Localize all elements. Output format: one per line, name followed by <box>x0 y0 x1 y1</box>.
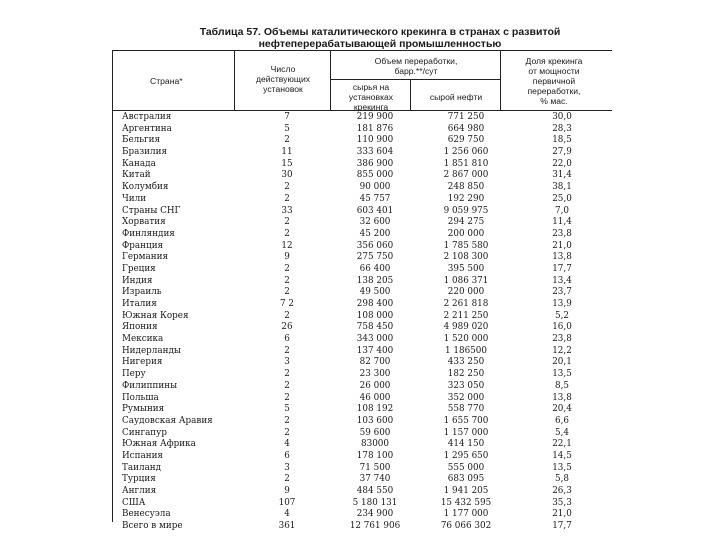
table-row <box>112 276 612 288</box>
feed-capacity-cell: 103 600 <box>356 415 394 426</box>
cracking-share-cell: 6,6 <box>555 415 569 426</box>
units-cell: 9 <box>284 486 290 496</box>
country-cell: Германия <box>122 252 169 263</box>
units-cell: 3 <box>284 357 290 368</box>
header-share-line: % мас. <box>540 96 568 106</box>
crude-capacity-cell: 1 851 810 <box>443 158 489 169</box>
header-crude: сырой нефти <box>429 92 483 102</box>
header-divider-2 <box>330 50 331 110</box>
cracking-share-cell: 13,8 <box>552 252 572 263</box>
header-capacity-line: барр.**/сут <box>394 66 438 76</box>
cracking-share-cell: 13,8 <box>552 392 572 403</box>
feed-capacity-cell: 83000 <box>361 439 389 450</box>
table-row <box>112 486 612 498</box>
cracking-share-cell: 17,7 <box>552 521 572 532</box>
units-cell: 2 <box>284 427 290 438</box>
crude-capacity-cell: 192 290 <box>447 193 485 204</box>
crude-capacity-cell: 220 000 <box>447 287 485 298</box>
cracking-share-cell: 11,4 <box>552 217 572 228</box>
crude-capacity-cell: 1 157 000 <box>443 427 489 438</box>
table-row <box>112 124 612 136</box>
crude-capacity-cell: 558 770 <box>447 404 485 415</box>
units-cell: 12 <box>281 240 293 251</box>
crude-capacity-cell: 323 050 <box>447 380 485 391</box>
crude-capacity-cell: 15 432 595 <box>440 497 492 508</box>
units-cell: 2 <box>284 135 290 146</box>
units-cell: 7 <box>284 112 290 122</box>
crude-capacity-cell: 352 000 <box>447 392 485 403</box>
country-cell: Страны СНГ <box>122 205 181 216</box>
table-row <box>112 264 612 276</box>
units-cell: 26 <box>281 322 293 333</box>
units-cell: 107 <box>278 497 296 508</box>
table-row <box>112 147 612 159</box>
header-capacity-line: Объем переработки, <box>374 56 458 66</box>
feed-capacity-cell: 181 876 <box>356 123 394 134</box>
units-cell: 9 <box>284 252 290 263</box>
crude-capacity-cell: 2 211 250 <box>443 310 489 321</box>
table-row <box>112 299 612 311</box>
crude-capacity-cell: 1 655 700 <box>443 415 489 426</box>
cracking-share-cell: 13,4 <box>552 275 572 286</box>
units-cell: 2 <box>284 182 290 193</box>
header-share-line: Доля крекинга <box>525 56 583 66</box>
crude-capacity-cell: 433 250 <box>447 357 485 368</box>
feed-capacity-cell: 343 000 <box>356 334 394 345</box>
country-cell: Всего в мире <box>122 521 183 532</box>
feed-capacity-cell: 82 700 <box>359 357 391 368</box>
feed-capacity-cell: 12 761 906 <box>349 521 401 532</box>
country-cell: Нигерия <box>122 357 163 368</box>
country-cell: Сингапур <box>122 427 167 438</box>
country-cell: Испания <box>122 450 163 461</box>
feed-capacity-cell: 234 900 <box>356 509 394 520</box>
table-row <box>112 322 612 334</box>
crude-capacity-cell: 1 186500 <box>445 345 487 356</box>
feed-capacity-cell: 356 060 <box>356 240 394 251</box>
country-cell: Венесуэла <box>122 509 171 520</box>
cracking-share-cell: 18,5 <box>552 135 572 146</box>
crude-capacity-cell: 2 108 300 <box>443 252 489 263</box>
cracking-share-cell: 30,0 <box>552 112 572 122</box>
table-row <box>112 241 612 253</box>
crude-capacity-cell: 555 000 <box>447 462 485 473</box>
table-row <box>112 252 612 264</box>
table-row <box>112 170 612 182</box>
country-cell: Турция <box>122 474 156 485</box>
feed-capacity-cell: 484 550 <box>356 486 394 496</box>
header-capacity <box>336 56 496 76</box>
crude-capacity-cell: 1 256 060 <box>443 147 489 158</box>
country-cell: Перу <box>122 369 146 380</box>
cracking-share-cell: 22,1 <box>552 439 572 450</box>
feed-capacity-cell: 37 740 <box>359 474 391 485</box>
units-cell: 2 <box>284 275 290 286</box>
units-cell: 2 <box>284 193 290 204</box>
table-top-rule <box>112 50 612 51</box>
crude-capacity-cell: 1 785 580 <box>443 240 489 251</box>
crude-capacity-cell: 2 261 818 <box>443 299 489 309</box>
cracking-share-cell: 7,0 <box>555 205 569 216</box>
crude-capacity-cell: 664 980 <box>447 123 485 134</box>
cracking-share-cell: 28,3 <box>552 123 572 134</box>
crude-capacity-cell: 4 989 020 <box>443 322 489 333</box>
crude-capacity-cell: 629 750 <box>447 135 485 146</box>
cracking-share-cell: 23,8 <box>552 334 572 345</box>
table-row <box>112 428 612 440</box>
country-cell: Мексика <box>122 334 164 345</box>
country-cell: Израиль <box>122 287 162 298</box>
table-row <box>112 287 612 299</box>
units-cell: 4 <box>284 439 290 450</box>
country-cell: Южная Корея <box>122 310 189 321</box>
table-body <box>112 112 612 533</box>
table-row <box>112 498 612 510</box>
cracking-share-cell: 12,2 <box>552 345 572 356</box>
crude-capacity-cell: 200 000 <box>447 228 485 239</box>
feed-capacity-cell: 5 180 131 <box>352 497 398 508</box>
units-cell: 11 <box>281 147 293 158</box>
cracking-share-cell: 5,8 <box>555 474 569 485</box>
table-row <box>112 509 612 521</box>
cracking-share-cell: 16,0 <box>552 322 572 333</box>
country-cell: Финляндия <box>122 228 175 239</box>
units-cell: 2 <box>284 415 290 426</box>
country-cell: Англия <box>122 486 157 496</box>
country-cell: Польша <box>122 392 159 403</box>
units-cell: 2 <box>284 228 290 239</box>
units-cell: 2 <box>284 217 290 228</box>
header-share-line: от мощности <box>528 66 580 76</box>
country-cell: Хорватия <box>122 217 166 228</box>
table-row <box>112 311 612 323</box>
country-cell: Китай <box>122 170 151 181</box>
units-cell: 3 <box>284 462 290 473</box>
header-share <box>502 56 606 106</box>
cracking-share-cell: 27,9 <box>552 147 572 158</box>
country-cell: Таиланд <box>122 462 162 473</box>
cracking-share-cell: 38,1 <box>552 182 572 193</box>
cracking-share-cell: 23,7 <box>552 287 572 298</box>
country-cell: Румыния <box>122 404 165 415</box>
units-cell: 361 <box>278 521 296 532</box>
table-row <box>112 334 612 346</box>
feed-capacity-cell: 26 000 <box>359 380 391 391</box>
country-cell: Филиппины <box>122 380 178 391</box>
feed-capacity-cell: 275 750 <box>356 252 394 263</box>
header-divider-4 <box>500 50 501 110</box>
feed-capacity-cell: 49 500 <box>359 287 391 298</box>
feed-capacity-cell: 178 100 <box>356 450 394 461</box>
crude-capacity-cell: 2 867 000 <box>443 170 489 181</box>
units-cell: 33 <box>281 205 293 216</box>
header-feed-line: сырья на <box>352 82 390 92</box>
title-line-2: нефтеперерабатывающей промышленностью <box>258 38 502 50</box>
cracking-share-cell: 20,1 <box>552 357 572 368</box>
header-units-line: действующих <box>255 74 311 84</box>
cracking-share-cell: 25,0 <box>552 193 572 204</box>
feed-capacity-cell: 71 500 <box>359 462 391 473</box>
header-divider-3 <box>410 79 411 110</box>
cracking-share-cell: 21,0 <box>552 509 572 520</box>
cracking-share-cell: 14,5 <box>552 450 572 461</box>
cracking-share-cell: 5,2 <box>555 310 569 321</box>
crude-capacity-cell: 1 295 650 <box>443 450 489 461</box>
table-row <box>112 451 612 463</box>
units-cell: 2 <box>284 369 290 380</box>
cracking-share-cell: 22,0 <box>552 158 572 169</box>
country-cell: Нидерланды <box>122 345 181 356</box>
feed-capacity-cell: 110 900 <box>356 135 394 146</box>
cracking-share-cell: 13,9 <box>552 299 572 309</box>
units-cell: 4 <box>284 509 290 520</box>
table-row <box>112 112 612 124</box>
table-row <box>112 521 612 533</box>
cracking-share-cell: 26,3 <box>552 486 572 496</box>
country-cell: Южная Африка <box>122 439 196 450</box>
feed-capacity-cell: 855 000 <box>356 170 394 181</box>
title-line-1: Таблица 57. Объемы каталитического крекинга в странах с развитой <box>199 26 561 38</box>
table-row <box>112 369 612 381</box>
feed-capacity-cell: 298 400 <box>356 299 394 309</box>
units-cell: 2 <box>284 310 290 321</box>
country-cell: Австралия <box>122 112 172 122</box>
header-feed-line: крекинга <box>353 102 389 112</box>
feed-capacity-cell: 108 000 <box>356 310 394 321</box>
units-cell: 2 <box>284 392 290 403</box>
units-cell: 2 <box>284 380 290 391</box>
table-title <box>150 26 610 50</box>
country-cell: Италия <box>122 299 157 309</box>
crude-capacity-cell: 1 520 000 <box>443 334 489 345</box>
crude-capacity-cell: 1 177 000 <box>443 509 489 520</box>
feed-capacity-cell: 386 900 <box>356 158 394 169</box>
table-row <box>112 229 612 241</box>
header-divider-1 <box>234 50 235 110</box>
header-units <box>240 64 326 94</box>
feed-capacity-cell: 66 400 <box>359 263 391 274</box>
cracking-share-cell: 20,4 <box>552 404 572 415</box>
cracking-share-cell: 35,3 <box>552 497 572 508</box>
header-share-line: первичной <box>532 76 576 86</box>
crude-capacity-cell: 1 086 371 <box>443 275 489 286</box>
table-row <box>112 357 612 369</box>
header-share-line: переработки, <box>527 86 581 96</box>
country-cell: Чили <box>122 193 147 204</box>
feed-capacity-cell: 45 757 <box>359 193 391 204</box>
crude-capacity-cell: 414 150 <box>447 439 485 450</box>
feed-capacity-cell: 137 400 <box>356 345 394 356</box>
units-cell: 2 <box>284 474 290 485</box>
table-row <box>112 182 612 194</box>
country-cell: Бразилия <box>122 147 168 158</box>
table-row <box>112 439 612 451</box>
crude-capacity-cell: 248 850 <box>447 182 485 193</box>
table-row <box>112 206 612 218</box>
country-cell: США <box>122 497 146 508</box>
table-row <box>112 393 612 405</box>
crude-capacity-cell: 182 250 <box>447 369 485 380</box>
table-row <box>112 463 612 475</box>
units-cell: 2 <box>284 345 290 356</box>
feed-capacity-cell: 333 604 <box>356 147 394 158</box>
crude-capacity-cell: 9 059 975 <box>443 205 489 216</box>
table-row <box>112 381 612 393</box>
units-cell: 2 <box>284 287 290 298</box>
country-cell: Индия <box>122 275 153 286</box>
table-row <box>112 159 612 171</box>
cracking-share-cell: 17,7 <box>552 263 572 274</box>
feed-capacity-cell: 23 300 <box>359 369 391 380</box>
cracking-share-cell: 13,5 <box>552 462 572 473</box>
table-row <box>112 416 612 428</box>
crude-capacity-cell: 771 250 <box>447 112 485 122</box>
units-cell: 5 <box>284 123 290 134</box>
table-row <box>112 217 612 229</box>
crude-capacity-cell: 294 275 <box>447 217 485 228</box>
cracking-share-cell: 31,4 <box>552 170 572 181</box>
feed-capacity-cell: 32 600 <box>359 217 391 228</box>
country-cell: Франция <box>122 240 164 251</box>
units-cell: 2 <box>284 263 290 274</box>
units-cell: 5 <box>284 404 290 415</box>
header-units-line: установок <box>263 84 303 94</box>
header-units-line: Число <box>270 64 296 74</box>
feed-capacity-cell: 46 000 <box>359 392 391 403</box>
feed-capacity-cell: 758 450 <box>356 322 394 333</box>
cracking-share-cell: 13,5 <box>552 369 572 380</box>
feed-capacity-cell: 108 192 <box>356 404 394 415</box>
cracking-share-cell: 5,4 <box>555 427 569 438</box>
header-feed-line: установках <box>348 92 394 102</box>
cracking-share-cell: 8,5 <box>555 380 569 391</box>
feed-capacity-cell: 603 401 <box>356 205 394 216</box>
crude-capacity-cell: 1 941 205 <box>443 486 489 496</box>
table-row <box>112 346 612 358</box>
cracking-share-cell: 21,0 <box>552 240 572 251</box>
feed-capacity-cell: 59 600 <box>359 427 391 438</box>
country-cell: Бельгия <box>122 135 161 146</box>
country-cell: Канада <box>122 158 156 169</box>
table-row <box>112 404 612 416</box>
cracking-share-cell: 23,8 <box>552 228 572 239</box>
crude-capacity-cell: 683 095 <box>447 474 485 485</box>
units-cell: 6 <box>284 334 290 345</box>
feed-capacity-cell: 45 200 <box>359 228 391 239</box>
units-cell: 30 <box>281 170 293 181</box>
header-country: Страна* <box>150 76 183 86</box>
table-row <box>112 474 612 486</box>
header-feed <box>336 82 406 112</box>
table-row <box>112 194 612 206</box>
feed-capacity-cell: 90 000 <box>359 182 391 193</box>
capacity-subheader-rule <box>330 79 500 80</box>
crude-capacity-cell: 395 500 <box>447 263 485 274</box>
units-cell: 7 2 <box>280 299 294 309</box>
units-cell: 6 <box>284 450 290 461</box>
table-row <box>112 135 612 147</box>
country-cell: Колумбия <box>122 182 169 193</box>
feed-capacity-cell: 219 900 <box>356 112 394 122</box>
country-cell: Греция <box>122 263 156 274</box>
country-cell: Аргентина <box>122 123 172 134</box>
feed-capacity-cell: 138 205 <box>356 275 394 286</box>
country-cell: Саудовская Аравия <box>122 415 213 426</box>
country-cell: Япония <box>122 322 158 333</box>
crude-capacity-cell: 76 066 302 <box>440 521 492 532</box>
units-cell: 15 <box>281 158 293 169</box>
